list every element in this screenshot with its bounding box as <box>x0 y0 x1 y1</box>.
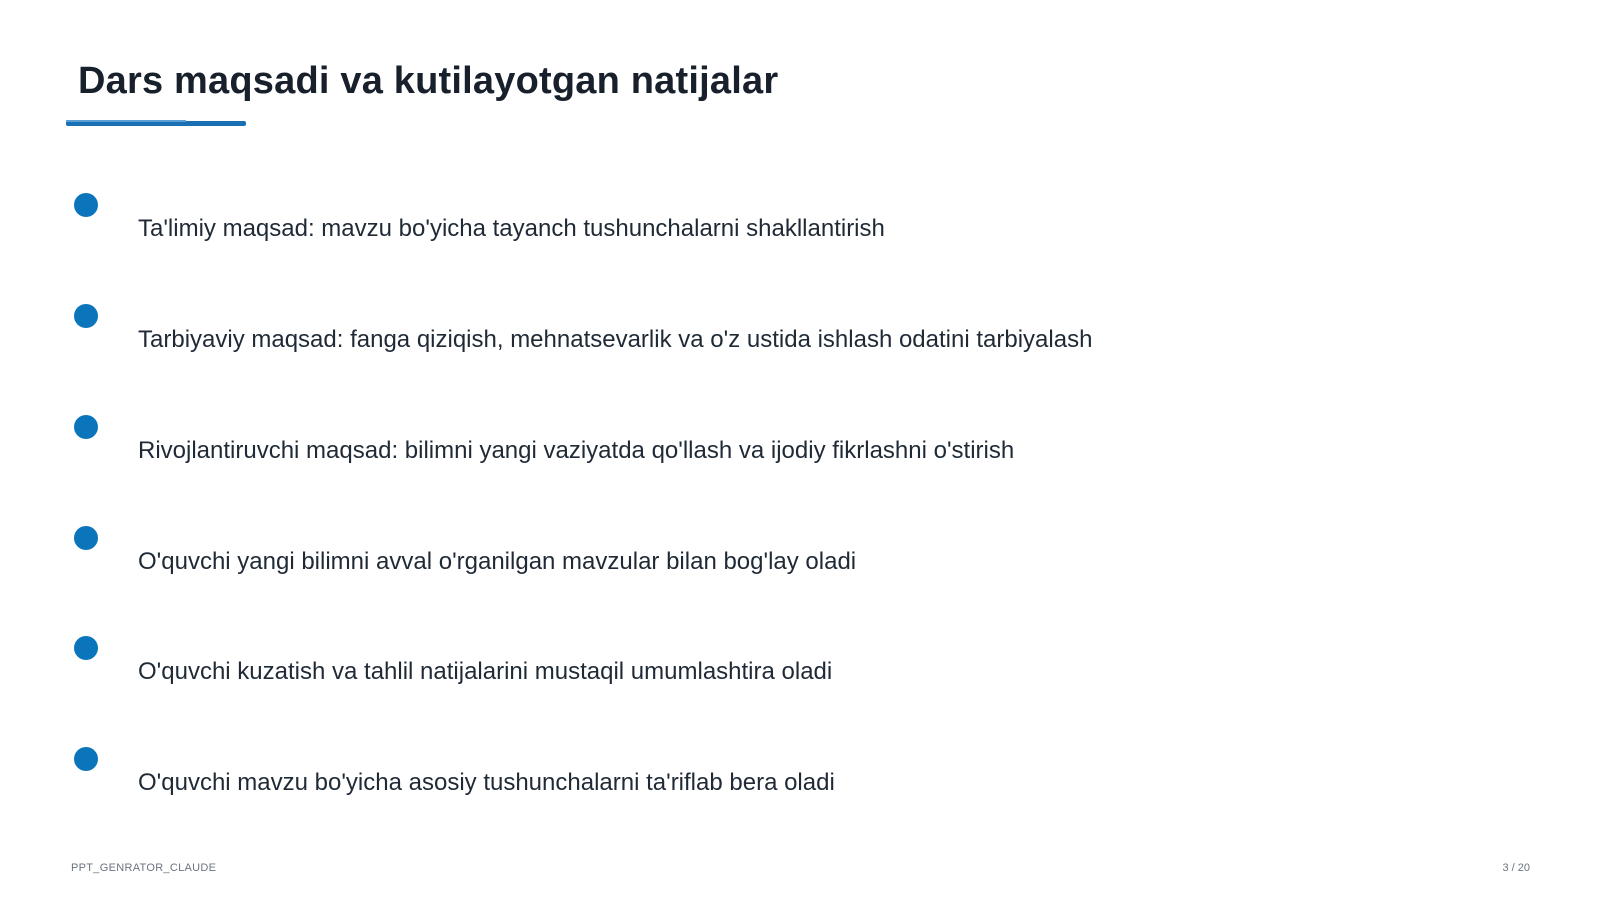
bullet-item <box>0 304 1600 384</box>
bullet-text: Tarbiyaviy maqsad: fanga qiziqish, mehnatsevarlik va o'z ustida ishlash odatini tarbiyalash <box>138 326 1093 353</box>
bullet-item <box>0 747 1600 827</box>
bullet-text: O'quvchi kuzatish va tahlil natijalarini mustaqil umumlashtira oladi <box>138 658 833 685</box>
bullet-text: Ta'limiy maqsad: mavzu bo'yicha tayanch tushunchalarni shakllantirish <box>138 215 885 242</box>
bullet-dot-icon <box>74 747 98 771</box>
bullet-dot-icon <box>74 636 98 660</box>
bullet-dot-icon <box>74 304 98 328</box>
bullet-text: O'quvchi mavzu bo'yicha asosiy tushunchalarni ta'riflab bera oladi <box>138 769 835 796</box>
bullet-item <box>0 193 1600 273</box>
bullet-item <box>0 636 1600 716</box>
bullet-dot-icon <box>74 193 98 217</box>
page-number: 3 / 20 <box>1502 862 1530 874</box>
bullet-item <box>0 415 1600 495</box>
bullet-dot-icon <box>74 526 98 550</box>
bullet-text: O'quvchi yangi bilimni avval o'rganilgan mavzular bilan bog'lay oladi <box>138 548 857 575</box>
footer-label: PPT_GENRATOR_CLAUDE <box>71 862 217 874</box>
bullet-dot-icon <box>74 415 98 439</box>
bullet-text: Rivojlantiruvchi maqsad: bilimni yangi vaziyatda qo'llash va ijodiy fikrlashni o'stirish <box>138 437 1015 464</box>
slide-title: Dars maqsadi va kutilayotgan natijalar <box>78 60 779 102</box>
bullet-item <box>0 526 1600 606</box>
